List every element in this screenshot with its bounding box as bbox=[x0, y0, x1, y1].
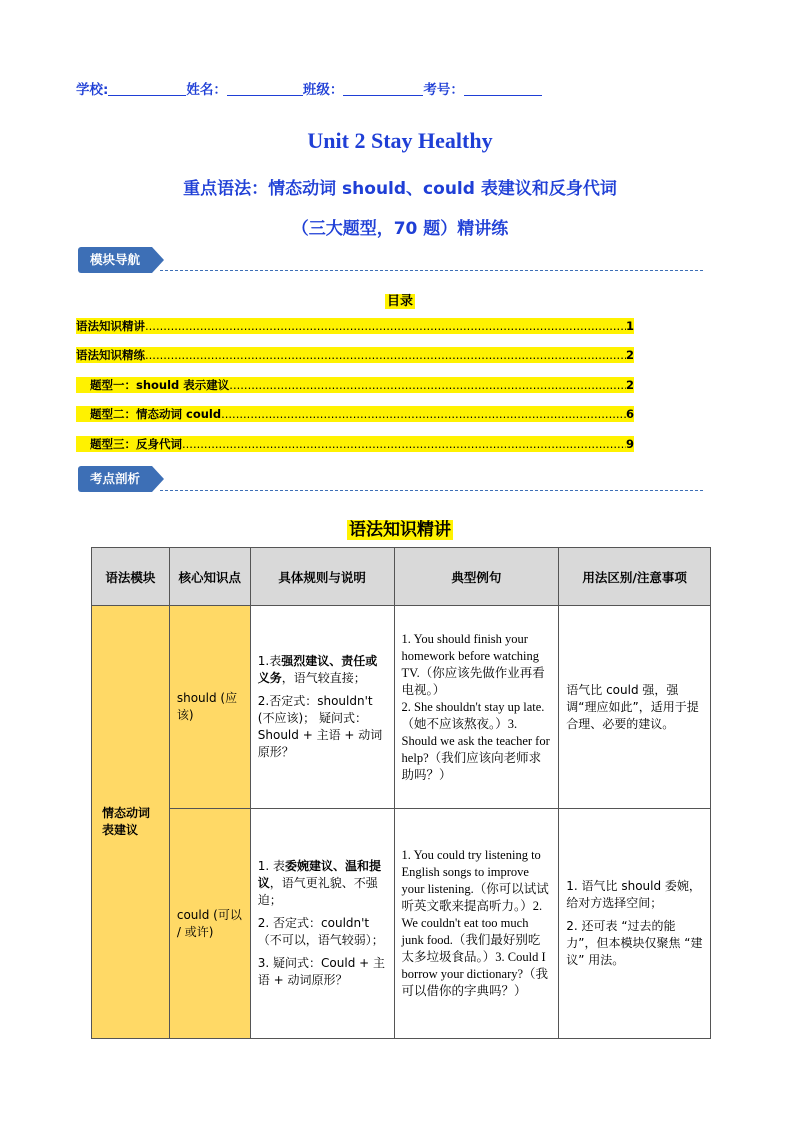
toc-item-label: 题型一：should 表示建议 bbox=[90, 378, 230, 392]
toc-item-page: 6 bbox=[625, 407, 634, 421]
column-header: 核心知识点 bbox=[169, 548, 250, 606]
class-label: 班级： bbox=[302, 82, 344, 98]
toc-item[interactable] bbox=[76, 318, 634, 334]
example-cell: 1. You should finish your homework before watching TV.（你应该先做作业再看电视。） 2. She shouldn't stay up late.（她不应该熬夜。）3. Should we ask the teacher for help?（我们应该向老师求助吗？） bbox=[394, 606, 559, 809]
knowledge-point-cell: should (应该) bbox=[169, 606, 250, 809]
toc-item-label: 语法知识精讲 bbox=[76, 319, 145, 333]
grammar-table bbox=[91, 547, 711, 1039]
toc-item-page: 2 bbox=[625, 348, 634, 362]
toc-item[interactable] bbox=[76, 436, 634, 452]
example-cell: 1. You could try listening to English songs to improve your listening.（你可以试试听英文歌来提高听力。）2. We couldn't eat too much junk food.（我们最好别吃太多垃圾食品。）3. Could I borrow your dictionary?（我可以借你的字典吗？） bbox=[394, 809, 559, 1039]
school-blank bbox=[108, 82, 186, 96]
note-cell: 语气比 could 强，强调“理应如此”，适用于提合理、必要的建议。 bbox=[559, 606, 711, 809]
toc-item[interactable] bbox=[76, 377, 634, 393]
knowledge-section-title: 语法知识精讲 bbox=[349, 520, 451, 540]
column-header: 具体规则与说明 bbox=[250, 548, 394, 606]
name-label: 姓名： bbox=[186, 82, 227, 98]
page-title: Unit 2 Stay Healthy bbox=[307, 128, 493, 153]
toc-item-label: 题型三：反身代词 bbox=[90, 437, 182, 451]
page-subtitle: 重点语法：情态动词 should、could 表建议和反身代词 bbox=[183, 179, 617, 199]
toc-title: 目录 bbox=[386, 294, 413, 309]
section-tab-nav-label: 模块导航 bbox=[78, 247, 152, 273]
tab-arrow-icon bbox=[152, 466, 164, 492]
student-info-line bbox=[76, 78, 542, 98]
rule-cell: 1. 表委婉建议、温和提议，语气更礼貌、不强迫； 2. 否定式：couldn't（不可以，语气较弱）； 3. 疑问式：Could + 主语 + 动词原形？ bbox=[250, 809, 394, 1039]
school-label: 学校: bbox=[76, 82, 109, 98]
toc-item-page: 1 bbox=[625, 319, 634, 333]
column-header: 用法区别/注意事项 bbox=[559, 548, 711, 606]
column-header: 典型例句 bbox=[394, 548, 559, 606]
toc-item-page: 2 bbox=[625, 378, 634, 392]
section-divider bbox=[160, 490, 703, 491]
note-cell: 1. 语气比 should 委婉，给对方选择空间； 2. 还可表 “过去的能力”，但本模块仅聚焦 “建议” 用法。 bbox=[559, 809, 711, 1039]
toc-item-label: 语法知识精练 bbox=[76, 348, 145, 362]
table-header-row bbox=[92, 548, 711, 606]
section-tab-analysis bbox=[78, 466, 164, 492]
name-blank bbox=[227, 82, 303, 96]
section-divider bbox=[160, 270, 703, 271]
toc-item-label: 题型二：情态动词 could bbox=[90, 407, 222, 421]
module-cell: 情态动词表建议 bbox=[92, 606, 170, 1039]
page-subtitle-2: （三大题型，70 题）精讲练 bbox=[291, 219, 509, 239]
table-row bbox=[92, 606, 711, 809]
exam-no-blank bbox=[464, 82, 542, 96]
rule-cell: 1.表强烈建议、责任或义务，语气较直接； 2.否定式：shouldn't (不应该)； 疑问式：Should + 主语 + 动词原形？ bbox=[250, 606, 394, 809]
toc-item[interactable] bbox=[76, 406, 634, 422]
knowledge-point-cell: could (可以 / 或许) bbox=[169, 809, 250, 1039]
column-header: 语法模块 bbox=[92, 548, 170, 606]
toc-item-page: 9 bbox=[625, 437, 634, 451]
toc-item[interactable] bbox=[76, 347, 634, 363]
table-row bbox=[92, 809, 711, 1039]
section-tab-nav bbox=[78, 247, 164, 273]
class-blank bbox=[343, 82, 423, 96]
exam-no-label: 考号： bbox=[423, 82, 464, 98]
section-tab-analysis-label: 考点剖析 bbox=[78, 466, 152, 492]
